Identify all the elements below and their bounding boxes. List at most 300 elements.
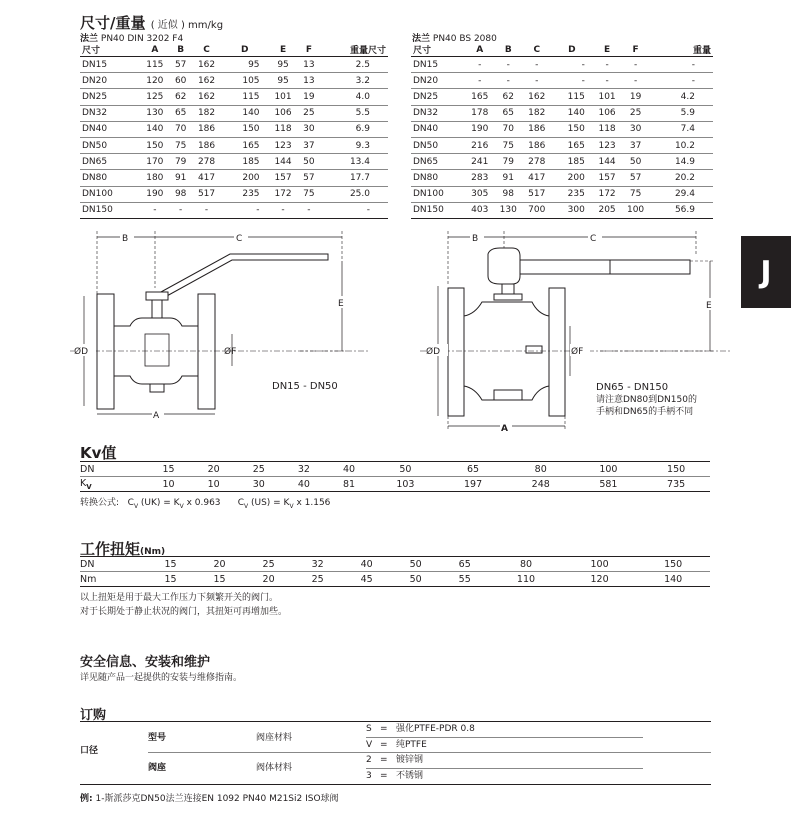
table-row <box>411 137 713 153</box>
right-dimension-table <box>411 43 713 219</box>
table-cell: 80 <box>489 557 563 572</box>
label-c-right: C <box>590 234 597 244</box>
table-cell: 150 <box>139 137 170 153</box>
table-cell: 106 <box>593 105 622 121</box>
table-cell: 186 <box>191 121 222 137</box>
table-cell: DN100 <box>80 186 139 202</box>
torque-nm-label: Nm <box>80 572 146 587</box>
table-cell: 15 <box>146 462 191 477</box>
table-cell: DN80 <box>411 170 465 186</box>
label-f-right: ØF <box>571 347 584 357</box>
table-cell: 25 <box>244 557 293 572</box>
table-cell: 57 <box>170 57 191 73</box>
table-cell: 517 <box>191 186 222 202</box>
table-cell: 95 <box>268 73 299 89</box>
table-cell: 25 <box>621 105 650 121</box>
table-cell: DN100 <box>411 186 465 202</box>
column-header: 重量尺寸 <box>319 43 388 57</box>
table-cell: 403 <box>465 202 494 218</box>
table-cell: 62 <box>494 89 523 105</box>
table-cell: 60 <box>170 73 191 89</box>
section-tab-j: J <box>741 236 791 308</box>
table-cell: 283 <box>465 170 494 186</box>
table-cell: 178 <box>465 105 494 121</box>
table-cell: 205 <box>593 202 622 218</box>
table-cell: 278 <box>191 154 222 170</box>
column-header: F <box>299 43 320 57</box>
order-option-row <box>366 722 643 738</box>
torque-note-2: 对于长期处于静止状况的阀门，其扭矩可再增加些。 <box>80 607 288 617</box>
table-cell: 57 <box>621 170 650 186</box>
table-cell: DN150 <box>80 202 139 218</box>
table-cell: 120 <box>563 572 637 587</box>
table-cell: DN15 <box>411 57 465 73</box>
table-cell: - <box>650 57 713 73</box>
table-cell: 25.0 <box>319 186 388 202</box>
table-cell: - <box>191 202 222 218</box>
order-option-eq: = <box>380 770 388 781</box>
table-cell: DN25 <box>80 89 139 105</box>
table-cell: - <box>621 57 650 73</box>
order-option-code: S <box>366 724 372 734</box>
order-option-row <box>366 769 643 784</box>
order-seat-label: 阀座 <box>148 763 167 773</box>
table-cell: 248 <box>507 477 575 492</box>
table-cell: 140 <box>636 572 710 587</box>
table-cell: 170 <box>139 154 170 170</box>
valve-drawing-dn15-dn50 <box>70 226 370 436</box>
table-cell: 190 <box>465 121 494 137</box>
kv-dn-label: DN <box>80 462 146 477</box>
kv-title: Kv值 <box>80 444 117 462</box>
table-cell: 200 <box>222 170 267 186</box>
table-cell: 20 <box>191 462 236 477</box>
table-cell: 150 <box>642 462 710 477</box>
table-cell: 300 <box>551 202 593 218</box>
table-cell: 103 <box>372 477 440 492</box>
table-cell: - <box>523 73 552 89</box>
table-cell: 15 <box>146 572 195 587</box>
table-cell: 3.2 <box>319 73 388 89</box>
table-cell: 95 <box>268 57 299 73</box>
drawing-note-1: 请注意DN80到DN150的 <box>596 395 697 405</box>
table-cell: 278 <box>523 154 552 170</box>
table-row <box>80 105 388 121</box>
table-cell: 101 <box>593 89 622 105</box>
table-cell: 235 <box>222 186 267 202</box>
table-row <box>411 202 713 218</box>
table-cell: - <box>523 57 552 73</box>
column-header: F <box>621 43 650 57</box>
column-header: D <box>222 43 267 57</box>
table-cell: 517 <box>523 186 552 202</box>
order-option-desc: 镀锌钢 <box>396 755 424 765</box>
table-cell: 110 <box>489 572 563 587</box>
table-cell: 57 <box>299 170 320 186</box>
table-row <box>411 186 713 202</box>
order-seat-material: 阀座材料 <box>256 733 293 743</box>
table-cell: 40 <box>342 557 391 572</box>
table-cell: 30 <box>236 477 281 492</box>
table-cell: 50 <box>372 462 440 477</box>
torque-table <box>80 556 710 587</box>
table-cell: 182 <box>191 105 222 121</box>
table-cell: DN20 <box>411 73 465 89</box>
order-option-eq: = <box>380 755 388 765</box>
table-cell: 55 <box>440 572 489 587</box>
table-cell: - <box>299 202 320 218</box>
table-row <box>411 73 713 89</box>
table-cell: 157 <box>268 170 299 186</box>
order-option-row <box>366 753 643 769</box>
column-header: E <box>593 43 622 57</box>
table-cell: 19 <box>621 89 650 105</box>
table-row <box>411 154 713 170</box>
left-standard-text: PN40 DIN 3202 F4 <box>100 34 184 44</box>
table-cell: DN150 <box>411 202 465 218</box>
table-cell: - <box>551 73 593 89</box>
table-cell: 700 <box>523 202 552 218</box>
table-cell: - <box>494 57 523 73</box>
table-cell: DN50 <box>80 137 139 153</box>
table-cell: 25 <box>299 105 320 121</box>
table-cell: 185 <box>222 154 267 170</box>
label-e-right: E <box>706 301 712 311</box>
table-cell: 81 <box>326 477 371 492</box>
table-cell: 56.9 <box>650 202 713 218</box>
table-cell: 80 <box>507 462 575 477</box>
table-cell: 144 <box>593 154 622 170</box>
table-cell: DN50 <box>411 137 465 153</box>
table-row <box>80 73 388 89</box>
table-cell: 29.4 <box>650 186 713 202</box>
table-row <box>80 154 388 170</box>
table-cell: 105 <box>222 73 267 89</box>
right-flange <box>198 294 215 409</box>
column-header: A <box>465 43 494 57</box>
table-row <box>80 57 388 73</box>
table-cell: 2.5 <box>319 57 388 73</box>
table-cell: 13.4 <box>319 154 388 170</box>
table-row <box>411 105 713 121</box>
table-cell: DN40 <box>80 121 139 137</box>
table-row <box>80 186 388 202</box>
table-cell: 37 <box>621 137 650 153</box>
table-cell: 162 <box>523 89 552 105</box>
table-cell: - <box>593 73 622 89</box>
table-cell: - <box>222 202 267 218</box>
table-cell: 190 <box>139 186 170 202</box>
table-cell: 200 <box>551 170 593 186</box>
table-cell: 241 <box>465 154 494 170</box>
formula-label: 转换公式: <box>80 498 120 508</box>
table-cell: 50 <box>621 154 650 170</box>
table-cell: 216 <box>465 137 494 153</box>
table-cell: 65 <box>440 557 489 572</box>
table-cell: 20.2 <box>650 170 713 186</box>
order-title: 订购 <box>80 708 107 723</box>
table-cell: 417 <box>191 170 222 186</box>
table-cell: DN65 <box>80 154 139 170</box>
order-table <box>80 721 711 785</box>
table-cell: 13 <box>299 73 320 89</box>
order-option-desc: 不锈钢 <box>396 770 424 781</box>
table-cell: 62 <box>170 89 191 105</box>
order-option-desc: 纯PTFE <box>396 739 427 750</box>
table-cell: DN32 <box>80 105 139 121</box>
example-label: 例: <box>80 794 93 804</box>
table-row <box>80 170 388 186</box>
table-cell: 40 <box>281 477 326 492</box>
table-cell: 37 <box>299 137 320 153</box>
order-option-code: 2 <box>366 755 372 765</box>
table-cell: 123 <box>268 137 299 153</box>
drawing-caption-left: DN15 - DN50 <box>272 381 338 392</box>
order-size-label: 口径 <box>80 746 99 756</box>
table-cell: 120 <box>139 73 170 89</box>
table-cell: 25 <box>236 462 281 477</box>
table-cell: DN20 <box>80 73 139 89</box>
label-c: C <box>236 234 243 244</box>
column-header: 尺寸 <box>411 43 465 57</box>
table-cell: 235 <box>551 186 593 202</box>
column-header: 重量 <box>650 43 713 57</box>
table-cell: 100 <box>621 202 650 218</box>
table-cell: - <box>465 57 494 73</box>
table-cell: 106 <box>268 105 299 121</box>
column-header: B <box>170 43 191 57</box>
table-cell: 40 <box>326 462 371 477</box>
column-header: C <box>523 43 552 57</box>
table-cell: DN32 <box>411 105 465 121</box>
table-row <box>80 89 388 105</box>
table-cell: 50 <box>299 154 320 170</box>
column-header: A <box>139 43 170 57</box>
order-option-row <box>366 738 643 753</box>
drawing-caption-right: DN65 - DN150 <box>596 382 669 393</box>
left-dimension-table <box>80 43 388 219</box>
torque-dn-label: DN <box>80 557 146 572</box>
table-cell: 115 <box>222 89 267 105</box>
torque-note-1: 以上扭矩是用于最大工作压力下频繁开关的阀门。 <box>80 593 279 603</box>
table-cell: 13 <box>299 57 320 73</box>
kv-table <box>80 461 710 492</box>
table-cell: 186 <box>523 137 552 153</box>
table-row <box>411 121 713 137</box>
table-cell: 50 <box>391 572 440 587</box>
table-cell: 70 <box>170 121 191 137</box>
table-cell: 172 <box>268 186 299 202</box>
table-cell: 10.2 <box>650 137 713 153</box>
table-cell: 140 <box>222 105 267 121</box>
kv-formula: 转换公式: $C_V$ $(UK) = K_V$ x 0.963 $C_V$ $(US) = K_V$ x 1.156 <box>80 498 331 510</box>
table-cell: 150 <box>636 557 710 572</box>
table-cell: 172 <box>593 186 622 202</box>
table-row <box>411 89 713 105</box>
table-cell: 98 <box>170 186 191 202</box>
valve-drawing-dn65-dn150 <box>420 226 730 436</box>
lever-handle <box>150 254 328 302</box>
table-cell: 140 <box>551 105 593 121</box>
order-option-desc: 强化PTFE-PDR 0.8 <box>396 724 475 734</box>
table-cell: DN25 <box>411 89 465 105</box>
table-cell: 182 <box>523 105 552 121</box>
table-cell: 65 <box>494 105 523 121</box>
label-b-right: B <box>472 234 479 244</box>
table-cell: 45 <box>342 572 391 587</box>
table-cell: 115 <box>139 57 170 73</box>
table-cell: 186 <box>523 121 552 137</box>
table-row <box>411 57 713 73</box>
kv-kv-label: $K_V$ <box>80 477 146 492</box>
table-cell: 79 <box>170 154 191 170</box>
table-cell: 30 <box>621 121 650 137</box>
column-header: B <box>494 43 523 57</box>
table-cell: DN15 <box>80 57 139 73</box>
dimensions-title-note: ( 近似 ) mm/kg <box>150 20 224 31</box>
table-cell: 9.3 <box>319 137 388 153</box>
table-cell: 65 <box>439 462 507 477</box>
column-header: D <box>551 43 593 57</box>
table-cell: 186 <box>191 137 222 153</box>
order-body-material: 阀体材料 <box>256 763 293 773</box>
table-cell: - <box>268 202 299 218</box>
right-flange-label: 法兰 <box>412 34 431 44</box>
table-cell: - <box>139 202 170 218</box>
order-model-label: 型号 <box>148 733 167 743</box>
table-cell: 15 <box>195 572 244 587</box>
label-d: ØD <box>74 347 89 357</box>
column-header: E <box>268 43 299 57</box>
torque-title-text: 工作扭矩 <box>80 540 141 558</box>
table-cell: 130 <box>494 202 523 218</box>
table-cell: 32 <box>281 462 326 477</box>
left-flange-label: 法兰 <box>80 34 99 44</box>
order-option-code: 3 <box>366 770 372 781</box>
table-cell: 165 <box>465 89 494 105</box>
table-cell: 5.5 <box>319 105 388 121</box>
table-cell: - <box>593 57 622 73</box>
label-f: ØF <box>224 347 237 357</box>
table-cell: 10 <box>191 477 236 492</box>
table-cell: 20 <box>244 572 293 587</box>
label-e: E <box>338 299 344 309</box>
table-cell: 20 <box>195 557 244 572</box>
table-cell: 162 <box>191 89 222 105</box>
order-option-eq: = <box>380 739 388 750</box>
label-d-right: ØD <box>426 347 441 357</box>
table-cell: - <box>319 202 388 218</box>
table-cell: 100 <box>563 557 637 572</box>
table-cell: 101 <box>268 89 299 105</box>
table-cell: 6.9 <box>319 121 388 137</box>
table-cell: 25 <box>293 572 342 587</box>
table-cell: 144 <box>268 154 299 170</box>
table-cell: 75 <box>170 137 191 153</box>
table-cell: - <box>650 73 713 89</box>
table-cell: 305 <box>465 186 494 202</box>
label-a: A <box>153 411 160 421</box>
table-cell: DN80 <box>80 170 139 186</box>
order-option-code: V <box>366 739 373 750</box>
table-cell: 14.9 <box>650 154 713 170</box>
column-header: 尺寸 <box>80 43 139 57</box>
table-cell: 150 <box>222 121 267 137</box>
dimensions-title-text: 尺寸/重量 <box>80 14 146 32</box>
table-cell: 75 <box>299 186 320 202</box>
order-example <box>80 791 339 804</box>
table-cell: 125 <box>139 89 170 105</box>
label-a-right: A <box>501 424 508 434</box>
table-cell: DN65 <box>411 154 465 170</box>
table-row <box>80 202 388 218</box>
table-cell: 98 <box>494 186 523 202</box>
table-cell: 65 <box>170 105 191 121</box>
table-cell: 100 <box>575 462 643 477</box>
order-option-eq: = <box>380 724 388 734</box>
table-cell: 75 <box>621 186 650 202</box>
table-cell: 4.0 <box>319 89 388 105</box>
table-cell: DN40 <box>411 121 465 137</box>
table-cell: 118 <box>593 121 622 137</box>
label-b: B <box>122 234 129 244</box>
safety-title: 安全信息、安装和维护 <box>80 655 211 670</box>
left-flange <box>97 294 114 409</box>
table-cell: - <box>621 73 650 89</box>
table-cell: 197 <box>439 477 507 492</box>
table-cell: 417 <box>523 170 552 186</box>
safety-text: 详见随产品一起提供的安装与维修指南。 <box>80 673 243 683</box>
table-cell: 150 <box>551 121 593 137</box>
table-cell: 140 <box>139 121 170 137</box>
table-cell: - <box>465 73 494 89</box>
table-cell: 165 <box>551 137 593 153</box>
table-cell: 91 <box>494 170 523 186</box>
table-cell: 165 <box>222 137 267 153</box>
table-cell: 162 <box>191 57 222 73</box>
table-cell: - <box>170 202 191 218</box>
table-cell: 19 <box>299 89 320 105</box>
right-standard-text: PN40 BS 2080 <box>432 34 497 44</box>
table-cell: 32 <box>293 557 342 572</box>
table-cell: 162 <box>191 73 222 89</box>
table-cell: 5.9 <box>650 105 713 121</box>
table-cell: - <box>494 73 523 89</box>
table-cell: 4.2 <box>650 89 713 105</box>
column-header: C <box>191 43 222 57</box>
table-cell: 157 <box>593 170 622 186</box>
table-cell: 75 <box>494 137 523 153</box>
table-cell: 581 <box>575 477 643 492</box>
table-row <box>80 121 388 137</box>
dimensions-title <box>80 12 223 33</box>
table-cell: 118 <box>268 121 299 137</box>
table-cell: 10 <box>146 477 191 492</box>
example-text: 1-斯派莎克DN50法兰连接EN 1092 PN40 M21Si2 ISO球阀 <box>95 794 339 804</box>
table-cell: - <box>551 57 593 73</box>
table-cell: 50 <box>391 557 440 572</box>
table-cell: 15 <box>146 557 195 572</box>
table-cell: 115 <box>551 89 593 105</box>
table-cell: 123 <box>593 137 622 153</box>
table-cell: 185 <box>551 154 593 170</box>
table-cell: 17.7 <box>319 170 388 186</box>
table-cell: 91 <box>170 170 191 186</box>
table-cell: 7.4 <box>650 121 713 137</box>
table-row <box>411 170 713 186</box>
drawing-note-2: 手柄和DN65的手柄不同 <box>596 407 694 417</box>
table-row <box>80 137 388 153</box>
